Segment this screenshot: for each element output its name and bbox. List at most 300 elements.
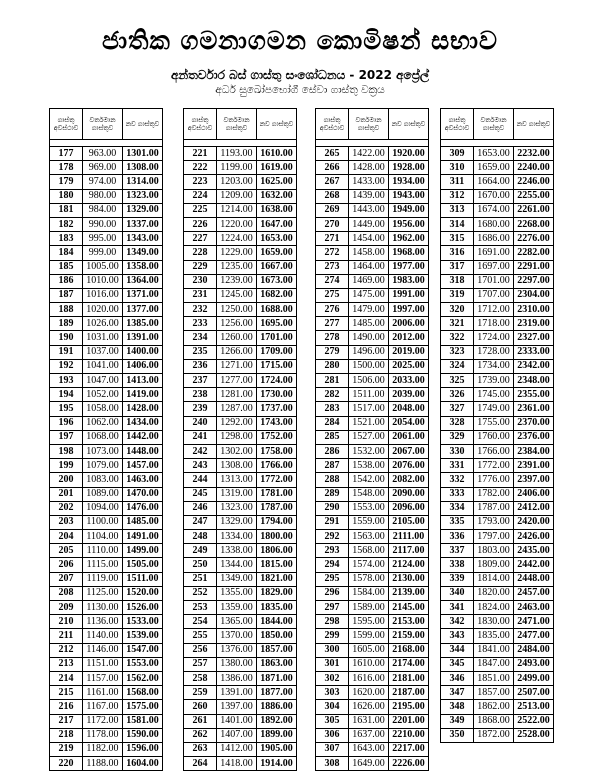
- new-fare-cell: 2048.00: [389, 402, 429, 416]
- table-row: [441, 246, 554, 260]
- old-fare-cell: 1302.00: [217, 444, 257, 458]
- table-row: [316, 714, 429, 728]
- new-fare-cell: 1526.00: [123, 601, 163, 615]
- stage-cell: 323: [441, 345, 474, 359]
- table-row: [316, 274, 429, 288]
- stage-cell: 335: [441, 515, 474, 529]
- new-fare-cell: 1886.00: [257, 700, 297, 714]
- table-row: [441, 686, 554, 700]
- stage-cell: 326: [441, 388, 474, 402]
- old-fare-cell: 1820.00: [474, 586, 514, 600]
- old-fare-cell: 1172.00: [83, 714, 123, 728]
- old-fare-cell: 1380.00: [217, 657, 257, 671]
- new-fare-cell: 1406.00: [123, 359, 163, 373]
- table-row: [184, 572, 297, 586]
- table-row: [50, 303, 163, 317]
- table-row: [316, 671, 429, 685]
- new-fare-cell: 1343.00: [123, 232, 163, 246]
- new-fare-cell: 2153.00: [389, 615, 429, 629]
- old-fare-cell: 1412.00: [217, 742, 257, 756]
- table-row: [50, 402, 163, 416]
- table-row: [50, 501, 163, 515]
- old-fare-cell: 1386.00: [217, 671, 257, 685]
- stage-cell: 289: [316, 487, 349, 501]
- new-fare-cell: 2361.00: [514, 402, 554, 416]
- old-fare-cell: 1643.00: [349, 742, 389, 756]
- old-fare-cell: 1287.00: [217, 402, 257, 416]
- stage-cell: 253: [184, 601, 217, 615]
- old-fare-cell: 995.00: [83, 232, 123, 246]
- fare-table-4: [440, 108, 554, 743]
- new-fare-cell: 1800.00: [257, 530, 297, 544]
- new-fare-cell: 1625.00: [257, 175, 297, 189]
- table-row: [316, 629, 429, 643]
- old-fare-cell: 1433.00: [349, 175, 389, 189]
- table-row: [184, 700, 297, 714]
- old-fare-cell: 1610.00: [349, 657, 389, 671]
- table-row: [184, 459, 297, 473]
- stage-cell: 254: [184, 615, 217, 629]
- old-fare-cell: 969.00: [83, 161, 123, 175]
- old-fare-cell: 1766.00: [474, 444, 514, 458]
- stage-cell: 344: [441, 643, 474, 657]
- old-fare-cell: 1443.00: [349, 203, 389, 217]
- stage-cell: 215: [50, 686, 83, 700]
- table-row: [316, 430, 429, 444]
- stage-cell: 248: [184, 530, 217, 544]
- old-fare-cell: 1397.00: [217, 700, 257, 714]
- stage-cell: 299: [316, 629, 349, 643]
- old-fare-cell: 1178.00: [83, 728, 123, 742]
- header-old-fare: වර්තමාන ගාස්තුව: [83, 109, 123, 140]
- old-fare-cell: 984.00: [83, 203, 123, 217]
- old-fare-cell: 1734.00: [474, 359, 514, 373]
- old-fare-cell: 1841.00: [474, 643, 514, 657]
- old-fare-cell: 1319.00: [217, 487, 257, 501]
- stage-cell: 327: [441, 402, 474, 416]
- old-fare-cell: 1376.00: [217, 643, 257, 657]
- new-fare-cell: 2159.00: [389, 629, 429, 643]
- old-fare-cell: 1532.00: [349, 444, 389, 458]
- new-fare-cell: 2420.00: [514, 515, 554, 529]
- old-fare-cell: 1260.00: [217, 331, 257, 345]
- stage-cell: 199: [50, 459, 83, 473]
- old-fare-cell: 1872.00: [474, 728, 514, 742]
- stage-cell: 290: [316, 501, 349, 515]
- new-fare-cell: 2412.00: [514, 501, 554, 515]
- table-row: [441, 175, 554, 189]
- table-row: [184, 586, 297, 600]
- new-fare-cell: 1949.00: [389, 203, 429, 217]
- new-fare-cell: 1934.00: [389, 175, 429, 189]
- new-fare-cell: 1470.00: [123, 487, 163, 501]
- table-row: [441, 530, 554, 544]
- table-row: [316, 572, 429, 586]
- table-row: [50, 331, 163, 345]
- table-row: [50, 444, 163, 458]
- new-fare-cell: 1358.00: [123, 260, 163, 274]
- new-fare-cell: 1314.00: [123, 175, 163, 189]
- new-fare-cell: 2067.00: [389, 444, 429, 458]
- stage-cell: 212: [50, 643, 83, 657]
- new-fare-cell: 1905.00: [257, 742, 297, 756]
- old-fare-cell: 1584.00: [349, 586, 389, 600]
- stage-cell: 277: [316, 317, 349, 331]
- table-row: [50, 175, 163, 189]
- old-fare-cell: 1010.00: [83, 274, 123, 288]
- new-fare-cell: 1977.00: [389, 260, 429, 274]
- stage-cell: 267: [316, 175, 349, 189]
- new-fare-cell: 1871.00: [257, 671, 297, 685]
- new-fare-cell: 2096.00: [389, 501, 429, 515]
- stage-cell: 232: [184, 303, 217, 317]
- old-fare-cell: 1782.00: [474, 487, 514, 501]
- new-fare-cell: 1659.00: [257, 246, 297, 260]
- old-fare-cell: 1005.00: [83, 260, 123, 274]
- new-fare-cell: 2090.00: [389, 487, 429, 501]
- stage-cell: 333: [441, 487, 474, 501]
- old-fare-cell: 1104.00: [83, 530, 123, 544]
- table-row: [316, 487, 429, 501]
- stage-cell: 198: [50, 444, 83, 458]
- stage-cell: 316: [441, 246, 474, 260]
- new-fare-cell: 2130.00: [389, 572, 429, 586]
- new-fare-cell: 1794.00: [257, 515, 297, 529]
- stage-cell: 303: [316, 686, 349, 700]
- table-row: [184, 161, 297, 175]
- table-row: [441, 643, 554, 657]
- stage-cell: 305: [316, 714, 349, 728]
- old-fare-cell: 1616.00: [349, 671, 389, 685]
- new-fare-cell: 1829.00: [257, 586, 297, 600]
- table-row: [50, 260, 163, 274]
- new-fare-cell: 2522.00: [514, 714, 554, 728]
- stage-cell: 286: [316, 444, 349, 458]
- old-fare-cell: 1724.00: [474, 331, 514, 345]
- new-fare-cell: 2187.00: [389, 686, 429, 700]
- old-fare-cell: 1338.00: [217, 544, 257, 558]
- new-fare-cell: 1709.00: [257, 345, 297, 359]
- new-fare-cell: 1724.00: [257, 374, 297, 388]
- old-fare-cell: 1298.00: [217, 430, 257, 444]
- old-fare-cell: 1020.00: [83, 303, 123, 317]
- old-fare-cell: 974.00: [83, 175, 123, 189]
- old-fare-cell: 1041.00: [83, 359, 123, 373]
- stage-cell: 262: [184, 728, 217, 742]
- old-fare-cell: 1349.00: [217, 572, 257, 586]
- old-fare-cell: 1308.00: [217, 459, 257, 473]
- stage-cell: 337: [441, 544, 474, 558]
- old-fare-cell: 1401.00: [217, 714, 257, 728]
- old-fare-cell: 1563.00: [349, 530, 389, 544]
- new-fare-cell: 1511.00: [123, 572, 163, 586]
- table-row: [184, 558, 297, 572]
- old-fare-cell: 1691.00: [474, 246, 514, 260]
- new-fare-cell: 1997.00: [389, 303, 429, 317]
- old-fare-cell: 1454.00: [349, 232, 389, 246]
- new-fare-cell: 2139.00: [389, 586, 429, 600]
- old-fare-cell: 1506.00: [349, 374, 389, 388]
- stage-cell: 345: [441, 657, 474, 671]
- table-row: [316, 161, 429, 175]
- stage-cell: 231: [184, 288, 217, 302]
- new-fare-cell: 2391.00: [514, 459, 554, 473]
- new-fare-cell: 1364.00: [123, 274, 163, 288]
- old-fare-cell: 1026.00: [83, 317, 123, 331]
- stage-cell: 177: [50, 147, 83, 161]
- old-fare-cell: 1631.00: [349, 714, 389, 728]
- stage-cell: 190: [50, 331, 83, 345]
- stage-cell: 321: [441, 317, 474, 331]
- stage-cell: 235: [184, 345, 217, 359]
- new-fare-cell: 1301.00: [123, 147, 163, 161]
- table-row: [441, 217, 554, 231]
- old-fare-cell: 1344.00: [217, 558, 257, 572]
- old-fare-cell: 1031.00: [83, 331, 123, 345]
- stage-cell: 183: [50, 232, 83, 246]
- old-fare-cell: 1517.00: [349, 402, 389, 416]
- stage-cell: 227: [184, 232, 217, 246]
- new-fare-cell: 2297.00: [514, 274, 554, 288]
- old-fare-cell: 1496.00: [349, 345, 389, 359]
- header-new-fare: නව ගාස්තුව: [389, 109, 429, 140]
- table-row: [50, 615, 163, 629]
- stage-cell: 319: [441, 288, 474, 302]
- page-title: ජාතික ගමනාගමන කොමිෂන් සභාව: [102, 26, 498, 55]
- old-fare-cell: 1793.00: [474, 515, 514, 529]
- table-row: [50, 430, 163, 444]
- header-spacer: [184, 140, 297, 147]
- old-fare-cell: 1313.00: [217, 473, 257, 487]
- stage-cell: 188: [50, 303, 83, 317]
- old-fare-cell: 1485.00: [349, 317, 389, 331]
- table-row: [316, 359, 429, 373]
- table-row: [441, 388, 554, 402]
- old-fare-cell: 1422.00: [349, 147, 389, 161]
- new-fare-cell: 1752.00: [257, 430, 297, 444]
- old-fare-cell: 1626.00: [349, 700, 389, 714]
- new-fare-cell: 2291.00: [514, 260, 554, 274]
- stage-cell: 240: [184, 416, 217, 430]
- table-row: [441, 359, 554, 373]
- stage-cell: 196: [50, 416, 83, 430]
- stage-cell: 339: [441, 572, 474, 586]
- stage-cell: 283: [316, 402, 349, 416]
- old-fare-cell: 1653.00: [474, 147, 514, 161]
- new-fare-cell: 1682.00: [257, 288, 297, 302]
- new-fare-cell: 1539.00: [123, 629, 163, 643]
- stage-cell: 317: [441, 260, 474, 274]
- table-row: [184, 331, 297, 345]
- old-fare-cell: 1073.00: [83, 444, 123, 458]
- old-fare-cell: 1521.00: [349, 416, 389, 430]
- table-row: [441, 601, 554, 615]
- stage-cell: 256: [184, 643, 217, 657]
- old-fare-cell: 1229.00: [217, 246, 257, 260]
- old-fare-cell: 1266.00: [217, 345, 257, 359]
- stage-cell: 332: [441, 473, 474, 487]
- stage-cell: 274: [316, 274, 349, 288]
- table-row: [50, 487, 163, 501]
- table-row: [50, 388, 163, 402]
- stage-cell: 234: [184, 331, 217, 345]
- new-fare-cell: 1857.00: [257, 643, 297, 657]
- stage-cell: 325: [441, 374, 474, 388]
- old-fare-cell: 1089.00: [83, 487, 123, 501]
- table-row: [441, 288, 554, 302]
- new-fare-cell: 1695.00: [257, 317, 297, 331]
- new-fare-cell: 1983.00: [389, 274, 429, 288]
- table-row: [184, 175, 297, 189]
- stage-cell: 318: [441, 274, 474, 288]
- stage-cell: 259: [184, 686, 217, 700]
- new-fare-cell: 1463.00: [123, 473, 163, 487]
- new-fare-cell: 2397.00: [514, 473, 554, 487]
- stage-cell: 226: [184, 217, 217, 231]
- table-row: [50, 700, 163, 714]
- table-row: [184, 473, 297, 487]
- new-fare-cell: 1547.00: [123, 643, 163, 657]
- table-row: [184, 515, 297, 529]
- new-fare-cell: 2240.00: [514, 161, 554, 175]
- new-fare-cell: 2226.00: [389, 757, 429, 771]
- table-row: [441, 317, 554, 331]
- old-fare-cell: 1449.00: [349, 217, 389, 231]
- new-fare-cell: 1920.00: [389, 147, 429, 161]
- old-fare-cell: 1083.00: [83, 473, 123, 487]
- stage-cell: 209: [50, 601, 83, 615]
- new-fare-cell: 1400.00: [123, 345, 163, 359]
- stage-cell: 186: [50, 274, 83, 288]
- new-fare-cell: 2054.00: [389, 416, 429, 430]
- stage-cell: 247: [184, 515, 217, 529]
- table-row: [441, 430, 554, 444]
- old-fare-cell: 980.00: [83, 189, 123, 203]
- old-fare-cell: 1110.00: [83, 544, 123, 558]
- new-fare-cell: 2174.00: [389, 657, 429, 671]
- old-fare-cell: 1862.00: [474, 700, 514, 714]
- table-row: [50, 742, 163, 756]
- new-fare-cell: 1610.00: [257, 147, 297, 161]
- table-row: [50, 359, 163, 373]
- new-fare-cell: 1715.00: [257, 359, 297, 373]
- new-fare-cell: 2195.00: [389, 700, 429, 714]
- new-fare-cell: 1476.00: [123, 501, 163, 515]
- new-fare-cell: 2463.00: [514, 601, 554, 615]
- stage-cell: 320: [441, 303, 474, 317]
- table-row: [50, 629, 163, 643]
- new-fare-cell: 1553.00: [123, 657, 163, 671]
- new-fare-cell: 1575.00: [123, 700, 163, 714]
- old-fare-cell: 1605.00: [349, 643, 389, 657]
- new-fare-cell: 1499.00: [123, 544, 163, 558]
- stage-cell: 271: [316, 232, 349, 246]
- stage-cell: 261: [184, 714, 217, 728]
- new-fare-cell: 1850.00: [257, 629, 297, 643]
- new-fare-cell: 1442.00: [123, 430, 163, 444]
- header-new-fare: නව ගාස්තුව: [123, 109, 163, 140]
- stage-cell: 293: [316, 544, 349, 558]
- new-fare-cell: 2168.00: [389, 643, 429, 657]
- table-row: [50, 459, 163, 473]
- stage-cell: 342: [441, 615, 474, 629]
- old-fare-cell: 1548.00: [349, 487, 389, 501]
- table-row: [50, 643, 163, 657]
- table-row: [441, 374, 554, 388]
- table-row: [441, 416, 554, 430]
- table-row: [441, 161, 554, 175]
- old-fare-cell: 1568.00: [349, 544, 389, 558]
- table-row: [184, 615, 297, 629]
- table-row: [441, 728, 554, 742]
- stage-cell: 207: [50, 572, 83, 586]
- fare-table-2: [183, 108, 297, 771]
- table-row: [316, 586, 429, 600]
- stage-cell: 284: [316, 416, 349, 430]
- old-fare-cell: 1659.00: [474, 161, 514, 175]
- stage-cell: 233: [184, 317, 217, 331]
- new-fare-cell: 1781.00: [257, 487, 297, 501]
- table-row: [316, 530, 429, 544]
- old-fare-cell: 1857.00: [474, 686, 514, 700]
- stage-cell: 328: [441, 416, 474, 430]
- new-fare-cell: 1943.00: [389, 189, 429, 203]
- new-fare-cell: 1457.00: [123, 459, 163, 473]
- new-fare-cell: 1434.00: [123, 416, 163, 430]
- new-fare-cell: 2124.00: [389, 558, 429, 572]
- old-fare-cell: 963.00: [83, 147, 123, 161]
- old-fare-cell: 1277.00: [217, 374, 257, 388]
- old-fare-cell: 1151.00: [83, 657, 123, 671]
- old-fare-cell: 1664.00: [474, 175, 514, 189]
- old-fare-cell: 1037.00: [83, 345, 123, 359]
- table-row: [184, 303, 297, 317]
- new-fare-cell: 2019.00: [389, 345, 429, 359]
- stage-cell: 219: [50, 742, 83, 756]
- new-fare-cell: 1428.00: [123, 402, 163, 416]
- old-fare-cell: 1359.00: [217, 601, 257, 615]
- old-fare-cell: 1835.00: [474, 629, 514, 643]
- table-row: [316, 728, 429, 742]
- header-old-fare: වර්තමාන ගාස්තුව: [217, 109, 257, 140]
- table-row: [50, 558, 163, 572]
- stage-cell: 265: [316, 147, 349, 161]
- old-fare-cell: 1079.00: [83, 459, 123, 473]
- table-row: [50, 586, 163, 600]
- stage-cell: 179: [50, 175, 83, 189]
- header-new-fare: නව ගාස්තුව: [257, 109, 297, 140]
- stage-cell: 280: [316, 359, 349, 373]
- table-row: [50, 515, 163, 529]
- old-fare-cell: 1292.00: [217, 416, 257, 430]
- table-row: [316, 544, 429, 558]
- old-fare-cell: 1365.00: [217, 615, 257, 629]
- table-row: [184, 530, 297, 544]
- table-row: [50, 317, 163, 331]
- table-row: [316, 189, 429, 203]
- table-row: [316, 700, 429, 714]
- stage-cell: 194: [50, 388, 83, 402]
- stage-cell: 197: [50, 430, 83, 444]
- table-row: [50, 345, 163, 359]
- table-row: [184, 246, 297, 260]
- table-row: [184, 374, 297, 388]
- new-fare-cell: 1701.00: [257, 331, 297, 345]
- old-fare-cell: 1599.00: [349, 629, 389, 643]
- stage-cell: 338: [441, 558, 474, 572]
- stage-cell: 348: [441, 700, 474, 714]
- new-fare-cell: 2201.00: [389, 714, 429, 728]
